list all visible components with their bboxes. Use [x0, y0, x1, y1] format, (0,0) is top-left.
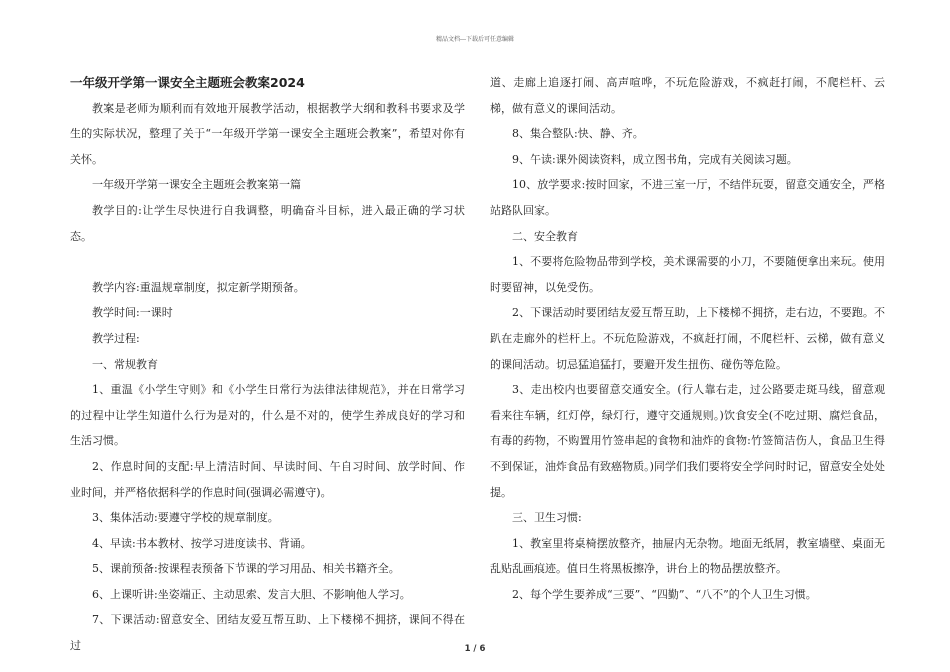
left-column [70, 70, 465, 659]
intro-paragraph: 教案是老师为顺利而有效地开展教学活动，根据教学大纲和教科书要求及学生的实际状况，整理了关于“一年级开学第一课安全主题班会教案”，希望对你有关怀。 [70, 101, 465, 166]
page-number: 1 / 6 [464, 644, 486, 654]
paragraph-teaching-goal: 教学目的:让学生尽快进行自我调整，明确奋斗目标，进入最正确的学习状态。 [70, 203, 465, 243]
page-header: 精品文档---下载后可任意编辑 [435, 36, 515, 43]
list-item: 3、集体活动:要遵守学校的规章制度。 [92, 511, 279, 525]
list-item: 1、教室里将桌椅摆放整齐，抽屉内无杂物。地面无纸屑，教室墙壁、桌面无乱贴乱画痕迹。值日生将黑板擦净，讲台上的物品摆放整齐。 [490, 536, 885, 576]
blank-line [70, 249, 465, 275]
subheading-routine-education: 一、常规教育 [92, 357, 158, 371]
list-item: 3、走出校内也要留意交通安全。(行人靠右走，过公路要走斑马线，留意观看来往车辆，红灯停，绿灯行，遵守交通规则。)饮食安全(不吃过期、腐烂食品，有毒的药物，不购置用竹签串起的食物和油炸的食物:竹签简洁伤人，食品卫生得不到保证，油炸食品有致癌物质。)同学们我们要将安全学问时时记，留意安全处处提。 [490, 383, 885, 499]
list-item: 6、上课听讲:坐姿端正、主动思索、发言大胆、不影响他人学习。 [92, 587, 411, 601]
list-item: 4、早读:书本教材、按学习进度读书、背诵。 [92, 536, 312, 550]
continued-paragraph: 道、走廊上追逐打闹、高声喧哗，不玩危险游戏，不疯赶打闹，不爬栏杆、云梯，做有意义的课间活动。 [490, 76, 885, 115]
list-item: 1、重温《小学生守则》和《小学生日常行为法律法律规范》，并在日常学习的过程中让学生知道什么行为是对的，什么是不对的，使学生养成良好的学习和生活习惯。 [70, 383, 465, 448]
list-item: 10、放学要求:按时回家，不进三室一厅，不结伴玩耍，留意交通安全，严格站路队回家。 [490, 178, 885, 217]
list-item: 9、午读:课外阅读资料，成立图书角，完成有关阅读习题。 [512, 152, 798, 166]
paragraph-teaching-process: 教学过程: [92, 331, 140, 345]
right-column [490, 70, 885, 607]
document-title: 一年级开学第一课安全主题班会教案2024 [70, 75, 305, 90]
list-item: 1、不要将危险物品带到学校，美术课需要的小刀，不要随便拿出来玩。使用时要留神，以免受伤。 [490, 255, 885, 294]
list-item: 7、下课活动:留意安全、团结友爱互帮互助、上下楼梯不拥挤，课间不得在过 [70, 613, 465, 653]
list-item: 2、作息时间的支配:早上清洁时间、早读时间、午自习时间、放学时间、作业时间，并严格依据科学的作息时间(强调必需遵守)。 [70, 459, 465, 499]
subheading-hygiene-habits: 三、卫生习惯: [512, 511, 582, 525]
paragraph-teaching-content: 教学内容:重温规章制度，拟定新学期预备。 [92, 280, 305, 294]
section-heading: 一年级开学第一课安全主题班会教案第一篇 [92, 178, 301, 192]
list-item: 5、课前预备:按课程表预备下节课的学习用品、相关书籍齐全。 [92, 562, 400, 576]
paragraph-teaching-time: 教学时间:一课时 [92, 306, 173, 320]
subheading-safety-education: 二、安全教育 [512, 229, 578, 243]
list-item: 8、集合整队:快、静、齐。 [512, 127, 644, 141]
list-item: 2、下课活动时要团结友爱互帮互助，上下楼梯不拥挤，走右边，不要跑。不趴在走廊外的栏杆上。不玩危险游戏，不疯赶打闹，不爬栏杆、云梯，做有意义的课间活动。切忌猛追猛打，要避开发生扭伤、碰伤等危险。 [490, 306, 885, 371]
list-item: 2、每个学生要养成“三要”、“四勤”、“八不”的个人卫生习惯。 [512, 587, 817, 601]
